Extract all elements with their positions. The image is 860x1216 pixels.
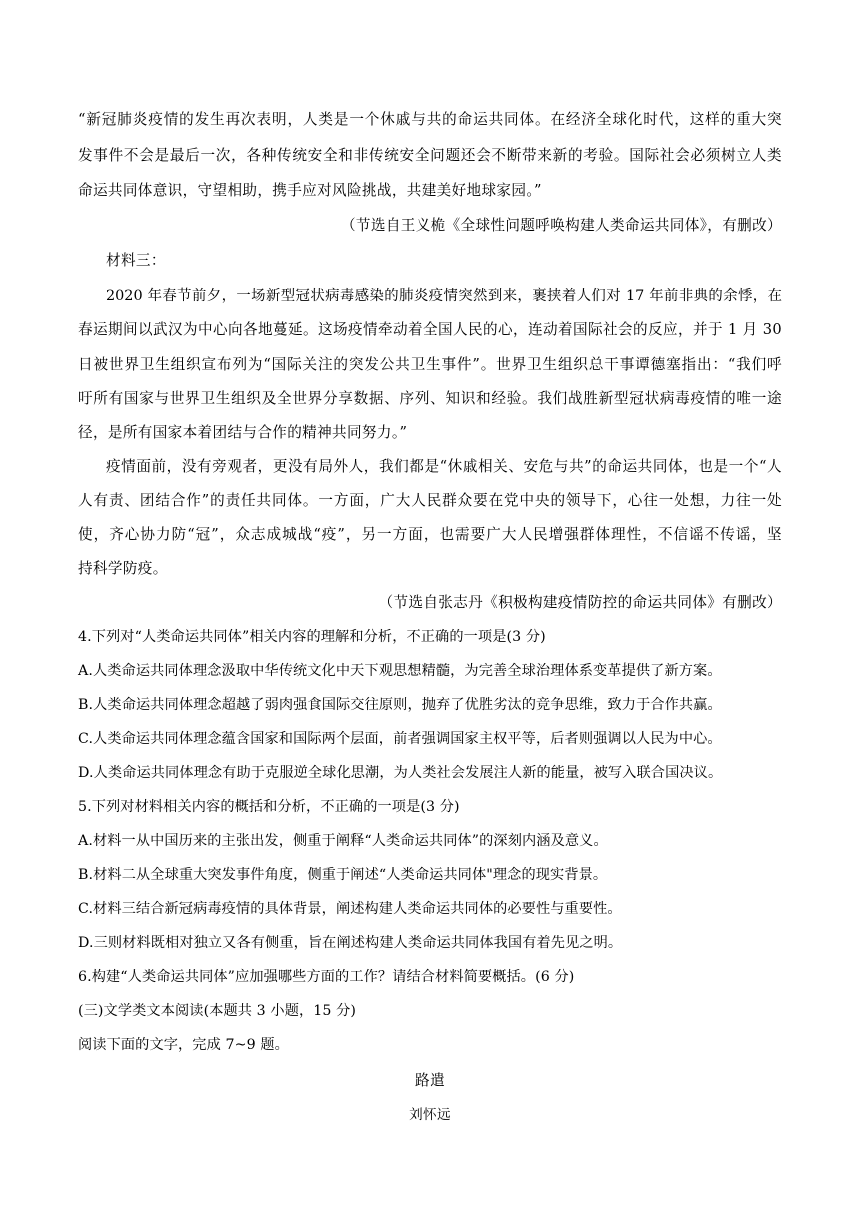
question-4-option-b: B.人类命运共同体理念超越了弱肉强食国际交往原则，抛弃了优胜劣汰的竞争思维，致力于合作共赢。 bbox=[78, 697, 722, 713]
body-text-line: 使，齐心协力防“冠”，众志成城战“疫”，另一方面，也需要广大人民增强群体理性，不信谣不传谣，坚 bbox=[78, 526, 782, 543]
body-text-line: 发事件不会是最后一次，各种传统安全和非传统安全问题还会不断带来新的考验。国际社会必须树立人类 bbox=[78, 147, 782, 164]
source-citation: （节选自王义桅《全球性问题呼唤构建人类命运共同体》，有删改） bbox=[340, 217, 782, 234]
question-4-stem: 4.下列对“人类命运共同体”相关内容的理解和分析，不正确的一项是(3 分) bbox=[78, 629, 546, 645]
question-5-stem: 5.下列对材料相关内容的概括和分析，不正确的一项是(3 分) bbox=[78, 799, 460, 815]
question-5-option-c: C.材料三结合新冠病毒疫情的具体背景，阐述构建人类命运共同体的必要性与重要性。 bbox=[78, 901, 622, 917]
body-text-line: 2020 年春节前夕，一场新型冠状病毒感染的肺炎疫情突然到来，裹挟着人们对 17 年前非典的余悸，在 bbox=[106, 288, 782, 304]
question-5-option-d: D.三则材料既相对独立又各有侧重，旨在阐述构建人类命运共同体我国有着先见之明。 bbox=[78, 935, 623, 951]
question-4-option-d: D.人类命运共同体理念有助于克服逆全球化思潮，为人类社会发展注人新的能量，被写入联合国决议。 bbox=[78, 765, 723, 781]
body-text-line: 春运期间以武汉为中心向各地蔓延。这场疫情牵动着全国人民的心，连动着国际社会的反应，并于 1 月 30 bbox=[78, 321, 782, 338]
body-text-line: 人有责、团结合作”的责任共同体。一方面，广大人民群众要在党中央的领导下，心往一处想，力往一处 bbox=[78, 492, 782, 509]
story-title: 路遣 bbox=[415, 1072, 445, 1089]
source-citation: （节选自张志丹《积极构建疫情防控的命运共同体》有删改） bbox=[378, 594, 782, 611]
section-label: 材料三： bbox=[106, 252, 166, 269]
question-4-option-c: C.人类命运共同体理念蕴含国家和国际两个层面，前者强调国家主权平等，后者则强调以人民为中心。 bbox=[78, 731, 722, 747]
story-author: 刘怀远 bbox=[409, 1107, 451, 1123]
question-4-option-a: A.人类命运共同体理念汲取中华传统文化中天下观思想精髓，为完善全球治理体系变革提供了新方案。 bbox=[78, 663, 722, 679]
section-heading: (三)文学类文本阅读(本题共 3 小题，15 分) bbox=[78, 1003, 357, 1019]
body-text-line: 命运共同体意识，守望相助，携手应对风险挑战，共建美好地球家园。” bbox=[78, 182, 542, 199]
question-5-option-b: B.材料二从全球重大突发事件角度，侧重于阐述“人类命运共同体"理念的现实背景。 bbox=[78, 867, 608, 883]
question-6-stem: 6.构建“人类命运共同体”应加强哪些方面的工作？请结合材料简要概括。(6 分) bbox=[78, 969, 575, 985]
question-5-option-a: A.材料一从中国历来的主张出发，侧重于阐释“人类命运共同体”的深刻内涵及意义。 bbox=[78, 833, 608, 849]
body-text-line: 吁所有国家与世界卫生组织及全世界分享数据、序列、知识和经验。我们战胜新型冠状病毒疫情的唯一途 bbox=[78, 390, 782, 407]
body-text-line: 持科学防疫。 bbox=[78, 560, 168, 577]
body-text-line: 径，是所有国家本着团结与合作的精神共同努力。” bbox=[78, 424, 408, 441]
body-text-line: 日被世界卫生组织宣布列为“国际关注的突发公共卫生事件”。世界卫生组织总干事谭德塞指出：“我们呼 bbox=[78, 356, 782, 373]
body-text-line: 疫情面前，没有旁观者，更没有局外人，我们都是“休戚相关、安危与共”的命运共同体，也是一个“人 bbox=[106, 458, 782, 475]
body-text-line: “新冠肺炎疫情的发生再次表明，人类是一个休戚与共的命运共同体。在经济全球化时代，这样的重大突 bbox=[78, 111, 782, 128]
reading-instruction: 阅读下面的文字，完成 7~9 题。 bbox=[78, 1037, 289, 1053]
